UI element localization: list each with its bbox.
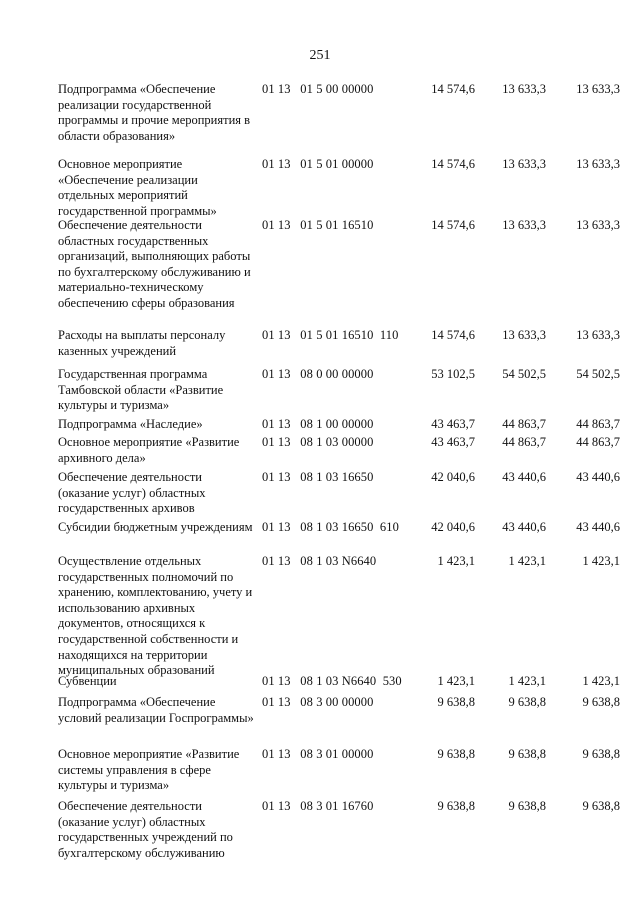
row-value-2: 9 638,8 — [508, 695, 546, 709]
row-code: 01 13 01 5 00 00000 — [262, 82, 374, 96]
row-value-2: 13 633,3 — [502, 157, 546, 171]
row-name: Обеспечение деятельности (оказание услуг) областных государственных учреждений по бухгалтерскому обслуживанию — [58, 799, 233, 860]
table-row — [58, 157, 638, 218]
row-value-3: 44 863,7 — [576, 435, 620, 449]
row-name: Подпрограмма «Обеспечение условий реализации Госпрограммы» — [58, 695, 254, 725]
row-code: 01 13 08 1 03 16650 — [262, 470, 374, 484]
table-row — [58, 367, 638, 417]
row-value-2: 1 423,1 — [508, 554, 546, 568]
row-value-3: 9 638,8 — [582, 799, 620, 813]
row-value-1: 14 574,6 — [431, 218, 475, 232]
row-value-3: 9 638,8 — [582, 747, 620, 761]
row-name: Субсидии бюджетным учреждениям — [58, 520, 253, 534]
row-value-3: 1 423,1 — [582, 674, 620, 688]
row-name: Основное мероприятие «Развитие архивного дела» — [58, 435, 240, 465]
row-value-1: 9 638,8 — [437, 747, 475, 761]
row-value-2: 13 633,3 — [502, 328, 546, 342]
table-row — [58, 82, 638, 157]
row-value-1: 9 638,8 — [437, 695, 475, 709]
row-value-1: 42 040,6 — [431, 520, 475, 534]
row-name: Подпрограмма «Наследие» — [58, 417, 203, 431]
row-code: 01 13 08 3 01 00000 — [262, 747, 374, 761]
row-name: Подпрограмма «Обеспечение реализации государственной программы и прочие мероприятия в области образования» — [58, 82, 251, 143]
row-name: Государственная программа Тамбовской области «Развитие культуры и туризма» — [58, 367, 224, 413]
row-value-3: 43 440,6 — [576, 470, 620, 484]
row-value-1: 14 574,6 — [431, 328, 475, 342]
row-value-1: 14 574,6 — [431, 157, 475, 171]
row-value-3: 13 633,3 — [576, 82, 620, 96]
row-code: 01 13 08 3 00 00000 — [262, 695, 374, 709]
table-row — [58, 674, 638, 695]
row-value-2: 1 423,1 — [508, 674, 546, 688]
row-value-3: 43 440,6 — [576, 520, 620, 534]
row-code: 01 13 01 5 01 16510 110 — [262, 328, 399, 342]
row-name: Обеспечение деятельности областных государственных организаций, выполняющих работы по бухгалтерскому обслуживанию и материально-техническому обеспечению сферы образования — [58, 218, 251, 310]
row-value-1: 43 463,7 — [431, 417, 475, 431]
row-value-3: 54 502,5 — [576, 367, 620, 381]
row-name: Осуществление отдельных государственных полномочий по хранению, комплектованию, учету и использованию архивных документов, относящихся к государственной собственности и находящихся на территории муниципальных образований — [58, 554, 253, 678]
row-value-1: 1 423,1 — [437, 554, 475, 568]
row-code: 01 13 01 5 01 00000 — [262, 157, 374, 171]
row-value-2: 13 633,3 — [502, 218, 546, 232]
row-value-3: 13 633,3 — [576, 218, 620, 232]
row-name: Обеспечение деятельности (оказание услуг) областных государственных архивов — [58, 470, 206, 516]
row-value-2: 54 502,5 — [502, 367, 546, 381]
row-value-3: 44 863,7 — [576, 417, 620, 431]
table-row — [58, 435, 638, 470]
row-value-1: 9 638,8 — [437, 799, 475, 813]
table-row — [58, 695, 638, 747]
row-value-2: 43 440,6 — [502, 520, 546, 534]
row-code: 01 13 08 1 03 N6640 530 — [262, 674, 402, 688]
row-value-1: 1 423,1 — [437, 674, 475, 688]
row-value-2: 43 440,6 — [502, 470, 546, 484]
row-name: Основное мероприятие «Обеспечение реализации отдельных мероприятий государственной программы» — [58, 157, 217, 218]
table-row — [58, 747, 638, 799]
row-value-2: 9 638,8 — [508, 799, 546, 813]
row-name: Расходы на выплаты персоналу казенных учреждений — [58, 328, 226, 358]
table-row — [58, 470, 638, 520]
table-row — [58, 554, 638, 678]
budget-table — [58, 82, 638, 863]
row-name: Субвенции — [58, 674, 117, 688]
row-name: Основное мероприятие «Развитие системы управления в сфере культуры и туризма» — [58, 747, 240, 793]
row-value-3: 13 633,3 — [576, 157, 620, 171]
row-value-2: 44 863,7 — [502, 435, 546, 449]
row-value-2: 44 863,7 — [502, 417, 546, 431]
table-row — [58, 799, 638, 863]
row-value-1: 42 040,6 — [431, 470, 475, 484]
row-code: 01 13 08 1 03 16650 610 — [262, 520, 399, 534]
row-code: 01 13 01 5 01 16510 — [262, 218, 374, 232]
table-row — [58, 328, 638, 367]
row-value-1: 14 574,6 — [431, 82, 475, 96]
row-value-1: 43 463,7 — [431, 435, 475, 449]
row-code: 01 13 08 1 03 00000 — [262, 435, 374, 449]
row-code: 01 13 08 3 01 16760 — [262, 799, 374, 813]
row-code: 01 13 08 0 00 00000 — [262, 367, 374, 381]
row-value-3: 9 638,8 — [582, 695, 620, 709]
row-value-2: 13 633,3 — [502, 82, 546, 96]
page-number: 251 — [309, 48, 331, 63]
table-row — [58, 218, 638, 328]
row-value-3: 1 423,1 — [582, 554, 620, 568]
row-code: 01 13 08 1 00 00000 — [262, 417, 374, 431]
row-value-2: 9 638,8 — [508, 747, 546, 761]
table-row — [58, 520, 638, 554]
row-value-1: 53 102,5 — [431, 367, 475, 381]
row-code: 01 13 08 1 03 N6640 — [262, 554, 377, 568]
table-row — [58, 417, 638, 435]
row-value-3: 13 633,3 — [576, 328, 620, 342]
